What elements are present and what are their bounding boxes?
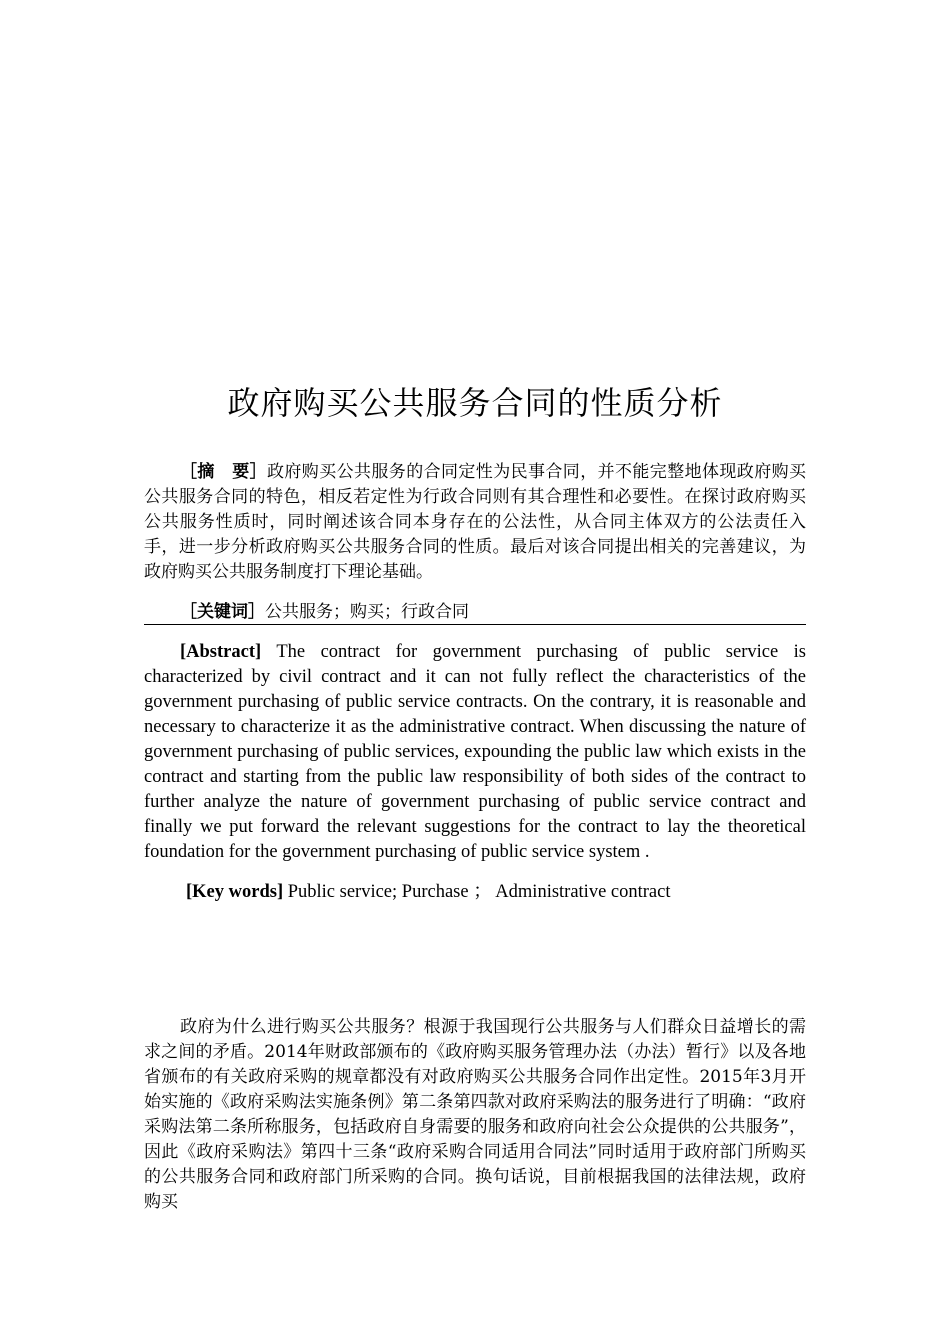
abstract-en-label: [Abstract]	[180, 642, 262, 662]
body-paragraph: 政府为什么进行购买公共服务？根源于我国现行公共服务与人们群众日益增长的需求之间的矛盾。2014年财政部颁布的《政府购买服务管理办法（办法）暂行》以及各地省颁布的有关政府采购的规章都没有对政府购买公共服务合同作出定性。2015年3月开始实施的《政府采购法实施条例》第二条第四款对政府采购法的服务进行了明确：“政府采购法第二条所称服务，包括政府自身需要的服务和政府向社会公众提供的公共服务”，因此《政府采购法》第四十三条“政府采购合同适用合同法”同时适用于政府部门所购买的公共服务合同和政府部门所采购的合同。换句话说，目前根据我国的法律法规，政府购买	[144, 1017, 806, 1212]
document-title: 政府购买公共服务合同的性质分析	[227, 384, 723, 422]
abstract-cn	[144, 460, 806, 585]
keywords-en-label: [Key words]	[186, 882, 284, 902]
abstract-cn-label: ［摘 要］	[180, 462, 267, 482]
keywords-cn-label: ［关键词］	[180, 602, 265, 622]
keywords-cn	[144, 600, 806, 625]
keywords-cn-text: 公共服务；购买；行政合同	[265, 602, 469, 622]
abstract-cn-text: 政府购买公共服务的合同定性为民事合同，并不能完整地体现政府购买公共服务合同的特色，相反若定性为行政合同则有其合理性和必要性。在探讨政府购买公共服务性质时，同时阐述该合同本身存在的公法性，从合同主体双方的公法责任入手，进一步分析政府购买公共服务合同的性质。最后对该合同提出相关的完善建议，为政府购买公共服务制度打下理论基础。	[144, 462, 806, 582]
abstract-en	[144, 640, 806, 865]
abstract-en-text: The contract for government purchasing of public service is characterized by civil contract and it can not fully reflect the characteristics of the government purchasing of public service contracts. On the contrary, it is reasonable and necessary to characterize it as the administrative contract. When discussing the nature of government purchasing of public services, expounding the public law which exists in the contract and starting from the public law responsibility of both sides of the contract to further analyze the nature of government purchasing of public service contract and finally we put forward the relevant suggestions for the contract to lay the theoretical foundation for the government purchasing of public service system .	[144, 642, 806, 862]
keywords-en-text: Public service; Purchase ； Administrative contract	[283, 882, 671, 902]
keywords-en	[186, 880, 806, 905]
